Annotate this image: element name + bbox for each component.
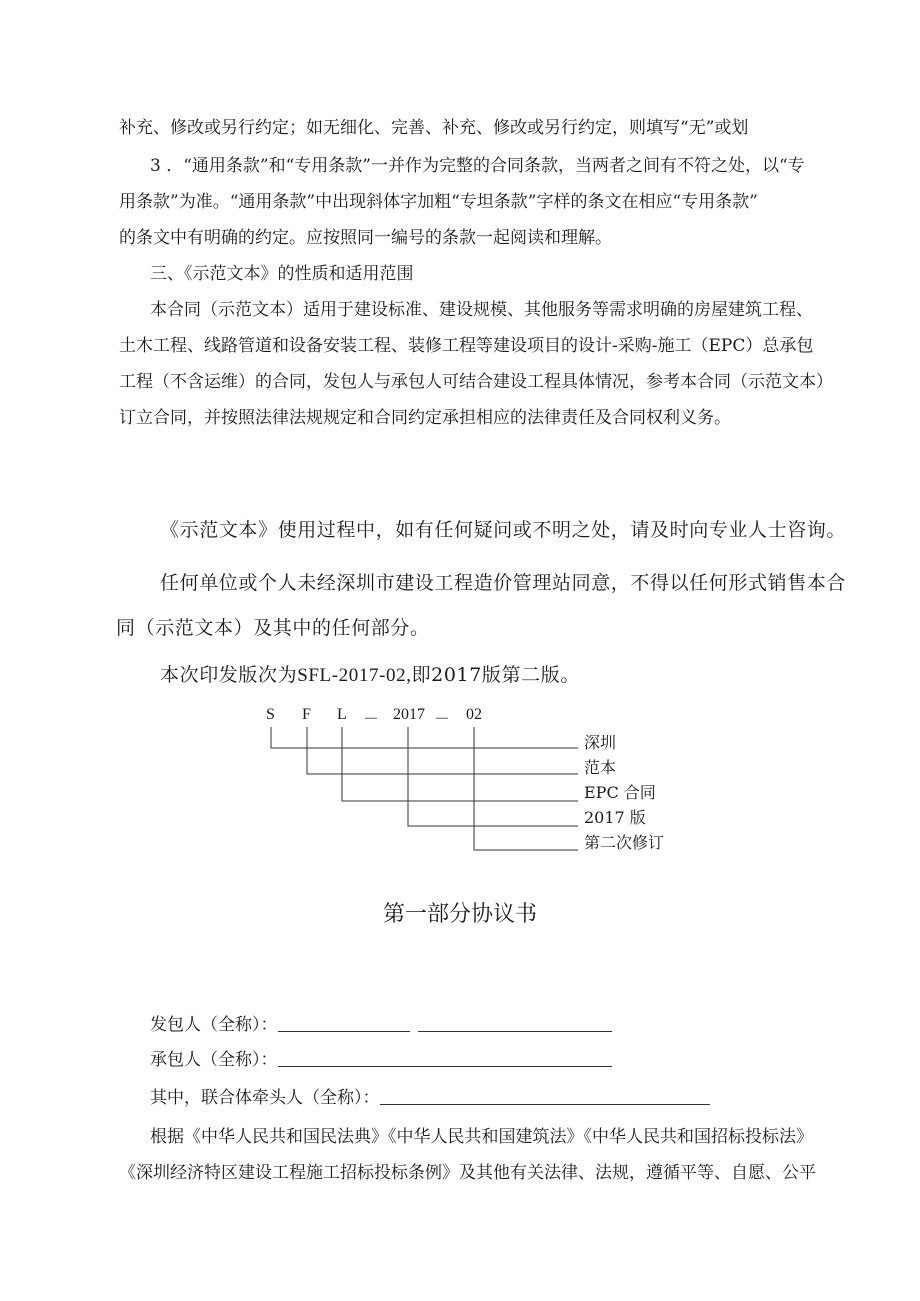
code-char-l: L	[337, 706, 347, 723]
clause-3-line: 3 ．“通用条款”和“专用条款”一并作为完整的合同条款，当两者之间有不符之处，以“专	[150, 156, 805, 176]
section-heading: 三、《示范文本》的性质和适用范围	[150, 264, 414, 284]
diagram-label-version: 2017 版	[584, 808, 646, 827]
edition-suffix: 即2017版第二版。	[411, 664, 580, 686]
clause-3-line: 用条款”为准。“通用条款”中出现斜体字加粗“专坦条款”字样的条文在相应“专用条款”	[119, 192, 758, 212]
employer-label: 发包人（全称）：	[150, 1015, 278, 1035]
code-char-dash: －	[434, 711, 451, 728]
consult-note: 《示范文本》使用过程中，如有任何疑问或不明之处，请及时向专业人士咨询。	[160, 519, 847, 541]
section-paragraph-line: 土木工程、线路管道和设备安装工程、装修工程等建设项目的设计-采购-施工（EPC）总承包	[119, 336, 814, 356]
section-paragraph-line: 订立合同，并按照法律法规规定和合同约定承担相应的法律责任及合同权利义务。	[119, 408, 731, 428]
diagram-label-epc: EPC 合同	[584, 783, 656, 802]
code-char-revision: 02	[466, 706, 482, 723]
employer-input-part2[interactable]	[418, 1013, 612, 1032]
contractor-label: 承包人（全称）：	[150, 1050, 278, 1070]
diagram-label-template: 范本	[584, 758, 617, 777]
copyright-note-line: 任何单位或个人未经深圳市建设工程造价管理站同意，不得以任何形式销售本合	[160, 572, 847, 594]
code-char-dash: －	[363, 711, 380, 728]
intro-line: 补充、修改或另行约定；如无细化、完善、补充、修改或另行约定，则填写“无”或划	[119, 118, 749, 138]
diagram-label-revision: 第二次修订	[584, 833, 665, 852]
part-title: 第一部分协议书	[382, 902, 537, 927]
basis-line: 《深圳经济特区建设工程施工招标投标条例》及其他有关法律、法规，遵循平等、自愿、公平	[119, 1163, 816, 1183]
edition-prefix: 本次印发版次为	[160, 664, 298, 686]
section-paragraph-line: 工程（不含运维）的合同，发包人与承包人可结合建设工程具体情况，参考本合同（示范文本）	[119, 372, 833, 392]
consortium-label: 其中，联合体牵头人（全称）：	[150, 1088, 380, 1108]
code-char-s: S	[266, 706, 275, 723]
consortium-input[interactable]	[380, 1086, 710, 1105]
employer-input-part1[interactable]	[278, 1013, 410, 1032]
clause-3-line: 的条文中有明确的约定。应按照同一编号的条款一起阅读和理解。	[119, 228, 612, 248]
code-char-f: F	[302, 706, 311, 723]
employer-row	[150, 1013, 612, 1036]
code-char-year: 2017	[393, 706, 425, 723]
contractor-input[interactable]	[278, 1048, 612, 1067]
consortium-row	[150, 1086, 710, 1109]
section-paragraph-line: 本合同（示范文本）适用于建设标准、建设规模、其他服务等需求明确的房屋建筑工程、	[150, 300, 813, 320]
diagram-label-shenzhen: 深圳	[584, 733, 617, 752]
contractor-row	[150, 1048, 612, 1071]
edition-code: SFL-2017-02,	[297, 665, 412, 686]
basis-line: 根据《中华人民共和国民法典》《中华人民共和国建筑法》《中华人民共和国招标投标法》	[150, 1127, 813, 1147]
copyright-note-line: 同（示范文本）及其中的任何部分。	[116, 617, 430, 639]
